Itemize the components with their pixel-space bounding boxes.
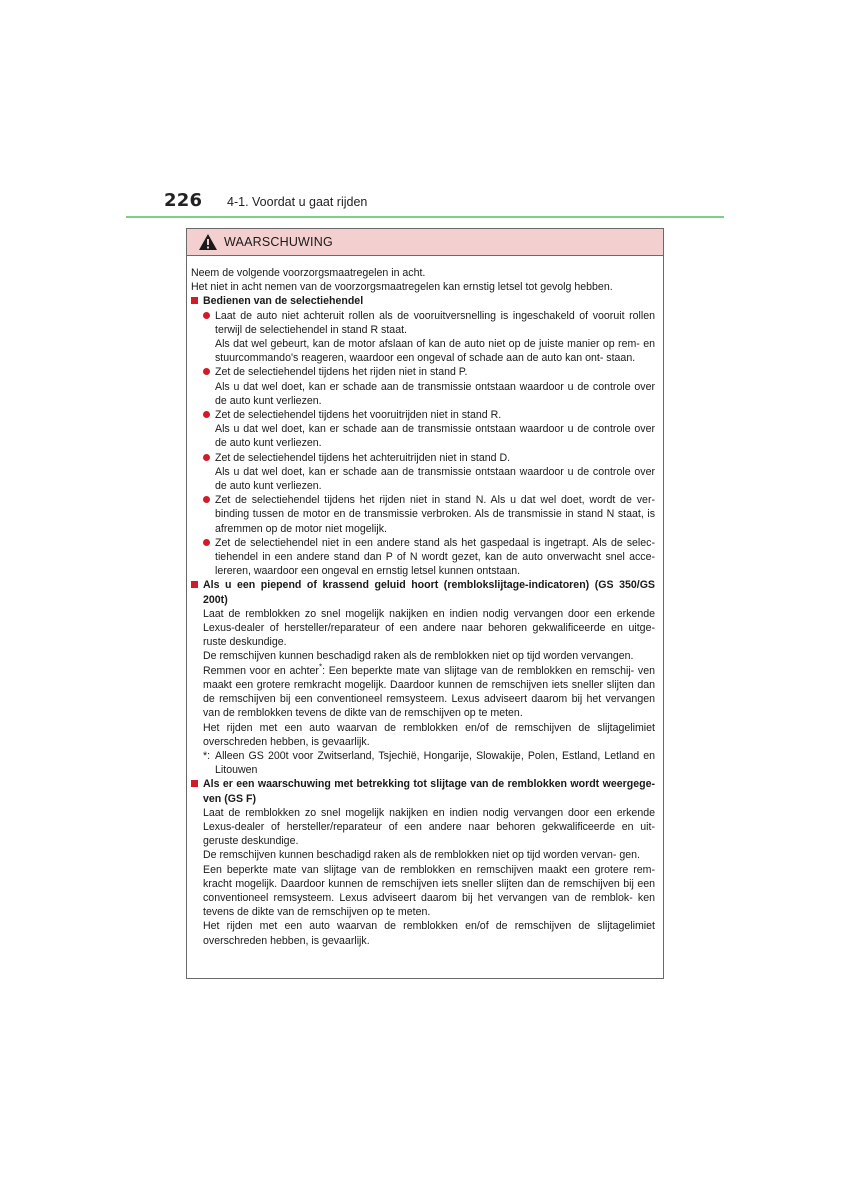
red-bullet-icon [203,496,210,503]
intro-line: Het niet in acht nemen van de voorzorgsmaatregelen kan ernstig letsel tot gevolg hebben. [191,281,613,294]
red-bullet-icon [203,368,210,375]
front-rear-text: : Een beperkte mate van slijtage van de remblokken en remschij- ven maakt een grotere remkracht mogelijk. Daardoor kunnen de remschijven iets sneller slijten dan de remschijven bij een conventioneel remsysteem. Lexus adviseert daarom bij het vervangen van de remblokken tevens de dikte van de remschijven op te meten. [203,664,655,720]
footnote-marker: * [318,662,323,672]
red-square-icon [191,780,198,787]
section-heading-waarschuwing-gsf [191,777,655,805]
bullet-line: Als u dat wel doet, kan er schade aan de transmissie ontstaan waardoor u de controle over de auto kunt verliezen. [215,380,655,407]
red-square-icon [191,297,198,304]
list-item [191,536,655,579]
list-item [191,309,655,366]
footnote-mark: *: [203,749,211,762]
warning-box [186,228,664,979]
section-heading-selectiehendel [191,294,655,308]
section-paragraphs [191,806,655,948]
page-number: 226 [164,190,203,211]
warning-triangle-icon [198,233,218,251]
intro-line: Neem de volgende voorzorgsmaatregelen in acht. [191,267,426,279]
section-paragraphs [191,607,655,749]
red-bullet-icon [203,312,210,319]
list-item [191,365,655,408]
warning-body [187,256,663,948]
warning-header [187,229,663,256]
red-square-icon [191,581,198,588]
section-title: 4-1. Voordat u gaat rijden [227,195,368,209]
red-bullet-icon [203,539,210,546]
section-heading-text: Als u een piepend of krassend geluid hoort (remblokslijtage-indicatoren) (GS 350/GS 200t) [203,579,655,606]
bullet-line: Zet de selectiehendel tijdens het vooruitrijden niet in stand R. [215,409,502,422]
bullet-list [191,309,655,579]
paragraph: Een beperkte mate van slijtage van de remblokken en remschijven maakt een grotere rem- kracht mogelijk. Daardoor kunnen de remschijven iets sneller slijten dan de remschijven bij een conventioneel remsysteem. Lexus adviseert daarom bij het vervangen van de remblok- ken tevens de dikte van de remschijven op te meten. [203,863,655,919]
bullet-line: Laat de auto niet achteruit rollen als de vooruitversnelling is ingeschakeld of vooruit rollen terwijl de selectiehendel in stand R staat. [215,309,655,336]
bullet-line: Zet de selectiehendel tijdens het rijden niet in stand P. [215,366,468,379]
bullet-line: Als u dat wel doet, kan er schade aan de transmissie ontstaan waardoor u de controle over de auto kunt verliezen. [215,465,655,493]
footnote-text: Alleen GS 200t voor Zwitserland, Tsjechië, Hongarije, Slowakije, Polen, Estland, Letland en Litouwen [215,749,655,777]
bullet-line: Als dat wel gebeurt, kan de motor afslaan of kan de auto niet op de juiste manier op rem- en stuurcommando's reageren, waardoor een ongeval of schade aan de auto kan ont- staan. [215,338,655,365]
paragraph: De remschijven kunnen beschadigd raken als de remblokken niet op tijd worden vervangen. [203,650,634,663]
bullet-line: Zet de selectiehendel tijdens het rijden niet in stand N. Als u dat wel doet, wordt de ver- binding tussen de motor en de transmissie verbroken. Als de transmissie in stand N staat, is afremmen op de motor niet mogelijk. [215,494,655,535]
red-bullet-icon [203,411,210,418]
header-divider [126,216,724,218]
paragraph: De remschijven kunnen beschadigd raken als de remblokken niet op tijd worden vervan- gen. [203,849,640,862]
paragraph: Het rijden met een auto waarvan de remblokken en/of de remschijven de slijtagelimiet overschreden hebben, is gevaarlijk. [203,721,655,748]
front-rear-label: Remmen voor en achter [203,664,319,677]
section-heading-text: Als er een waarschuwing met betrekking tot slijtage van de remblokken wordt weergege- ven (GS F) [203,778,655,805]
warning-intro [191,266,655,294]
bullet-line: Zet de selectiehendel niet in een andere stand als het gaspedaal is ingetrapt. Als de selec- tiehendel in een andere stand dan P of N wordt gezet, kan de auto onverwacht snel acce- lereren, waardoor een ongeval en ernstig letsel kunnen ontstaan. [215,536,655,578]
paragraph: Laat de remblokken zo snel mogelijk nakijken en indien nodig vervangen door een erkende Lexus-dealer of hersteller/reparateur of een andere naar behoren gekwalificeerde en uitge- ruste deskundige. [203,607,655,649]
footnote [191,749,655,777]
bullet-line: Zet de selectiehendel tijdens het achteruitrijden niet in stand D. [215,451,511,464]
bullet-line: Als u dat wel doet, kan er schade aan de transmissie ontstaan waardoor u de controle over de auto kunt verliezen. [215,423,655,450]
section-heading-remblokslijtage [191,578,655,606]
paragraph: Het rijden met een auto waarvan de remblokken en/of de remschijven de slijtagelimiet overschreden hebben, is gevaarlijk. [203,920,655,947]
paragraph-front-rear-brakes [203,664,655,721]
section-heading-text: Bedienen van de selectiehendel [203,295,364,308]
red-bullet-icon [203,454,210,461]
page-header [0,0,848,230]
warning-title: WAARSCHUWING [224,235,333,249]
list-item [191,408,655,451]
paragraph: Laat de remblokken zo snel mogelijk nakijken en indien nodig vervangen door een erkende Lexus-dealer of hersteller/reparateur of een andere naar behoren gekwalificeerde en uit- geruste deskundige. [203,806,655,848]
list-item [191,493,655,536]
list-item [191,451,655,494]
